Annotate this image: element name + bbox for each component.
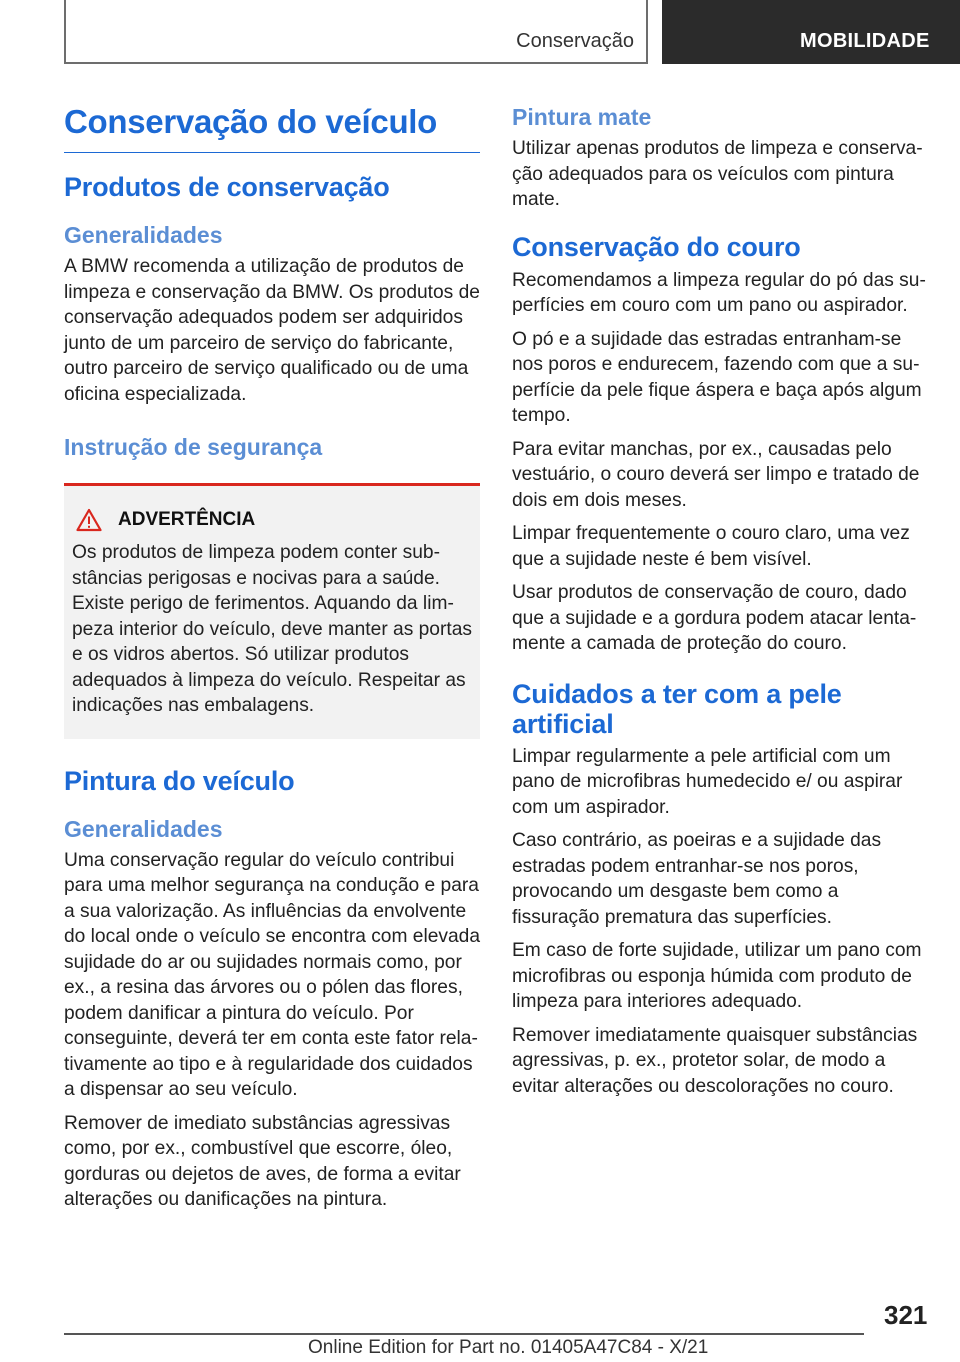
right-column	[512, 96, 928, 1099]
heading-pintura: Pintura do veículo	[64, 765, 295, 796]
footer-edition: Online Edition for Part no. 01405A47C84 - X/21	[308, 1337, 709, 1358]
paragraph-pele-1: Limpar regularmente a pele artificial com um pano de microfibras humedecido e/ ou aspirar com um aspirador.	[512, 745, 903, 818]
paragraph-couro-5: Usar produtos de conservação de couro, dado que a sujidade e a gordura podem atacar lentamente a camada de proteção do couro.	[512, 582, 917, 654]
left-column	[64, 96, 480, 1213]
header-section-label: Conservação	[516, 30, 634, 52]
paragraph-mate: Utilizar apenas produtos de limpeza e conservação adequados para os veículos com pintura mate.	[512, 138, 923, 210]
paragraph-pele-4: Remover imediatamente quaisquer substâncias agressivas, p. ex., protetor solar, de modo a evitar alterações ou descolorações no couro.	[512, 1024, 918, 1097]
heading-couro: Conservação do couro	[512, 231, 801, 262]
subheading-instrucao: Instrução de segurança	[64, 434, 323, 460]
paragraph-pele-2: Caso contrário, as poeiras e a sujidade das estradas podem entranhar-se nos poros, provocando um desgaste bem como a fissuração prematura das superfícies.	[512, 830, 882, 928]
warning-box	[64, 483, 480, 739]
warning-text: Os produtos de limpeza podem conter substâncias perigosas e nocivas para a saúde. Existe perigo de ferimentos. Aquando da limpeza interior do veículo, deve manter as portas e os vidros abertos. Só utilizar produtos adequados à limpeza do veículo. Respeitar as indicações nas embalagens.	[72, 542, 472, 716]
subheading-mate: Pintura mate	[512, 104, 652, 130]
paragraph-couro-2: O pó e a sujidade das estradas entranham-se nos poros e endurecem, fazendo com que a superfície da pele fique áspera e baça após algum tempo.	[512, 328, 922, 426]
paragraph-generalidades-1: A BMW recomenda a utilização de produtos de limpeza e conservação da BMW. Os produtos de conservação adequados podem ser adquiridos junto de um parceiro de serviço do fabricante, outro parceiro de serviço qualificado ou de uma oficina especializada.	[64, 256, 480, 405]
header-section-tab	[64, 0, 648, 64]
header-chapter-label: MOBILIDADE	[800, 30, 930, 52]
warning-header	[76, 504, 472, 536]
subheading-generalidades-2: Generalidades	[64, 815, 223, 842]
paragraph-couro-4: Limpar frequentemente o couro claro, uma vez que a sujidade neste é bem visível.	[512, 523, 910, 570]
subheading-generalidades-1: Generalidades	[64, 222, 223, 248]
paragraph-pintura-2: Remover de imediato substâncias agressivas como, por ex., combustível que escorre, óleo, gorduras ou dejetos de aves, de forma a evitar alterações ou danificações na pintura.	[64, 1112, 461, 1210]
header-chapter-tab	[662, 0, 960, 64]
paragraph-pele-3: Em caso de forte sujidade, utilizar um pano com microfibras ou esponja húmida com produto de limpeza para interiores adequado.	[512, 940, 922, 1012]
page-number: 321	[884, 1300, 928, 1330]
paragraph-couro-1: Recomendamos a limpeza regular do pó das superfícies em couro com um pano ou aspirador.	[512, 269, 926, 316]
heading-produtos: Produtos de conservação	[64, 172, 390, 202]
heading-pele: Cuidados a ter com a pele artificial	[512, 678, 842, 739]
page-title: Conservação do veículo	[64, 102, 480, 153]
paragraph-pintura-1: Uma conservação regular do veículo contribui para uma melhor segurança na condução e para a sua valorização. As influências da envolvente do local onde o veículo se encontra com elevada sujidade do ar ou sujidades normais como, por ex., a resina das árvores ou o pólen das flores, podem danificar a pintura do veículo. Por conseguinte, deverá ter em conta este fator relativamente ao tipo e à regularidade dos cuidados a dispensar ao seu veículo.	[64, 849, 480, 1100]
paragraph-couro-3: Para evitar manchas, por ex., causadas pelo vestuário, o couro deverá ser limpo e tratado de dois em dois meses.	[512, 438, 920, 511]
footer-divider	[64, 1333, 864, 1335]
warning-triangle-icon	[76, 508, 102, 532]
warning-title: ADVERTÊNCIA	[118, 509, 256, 530]
